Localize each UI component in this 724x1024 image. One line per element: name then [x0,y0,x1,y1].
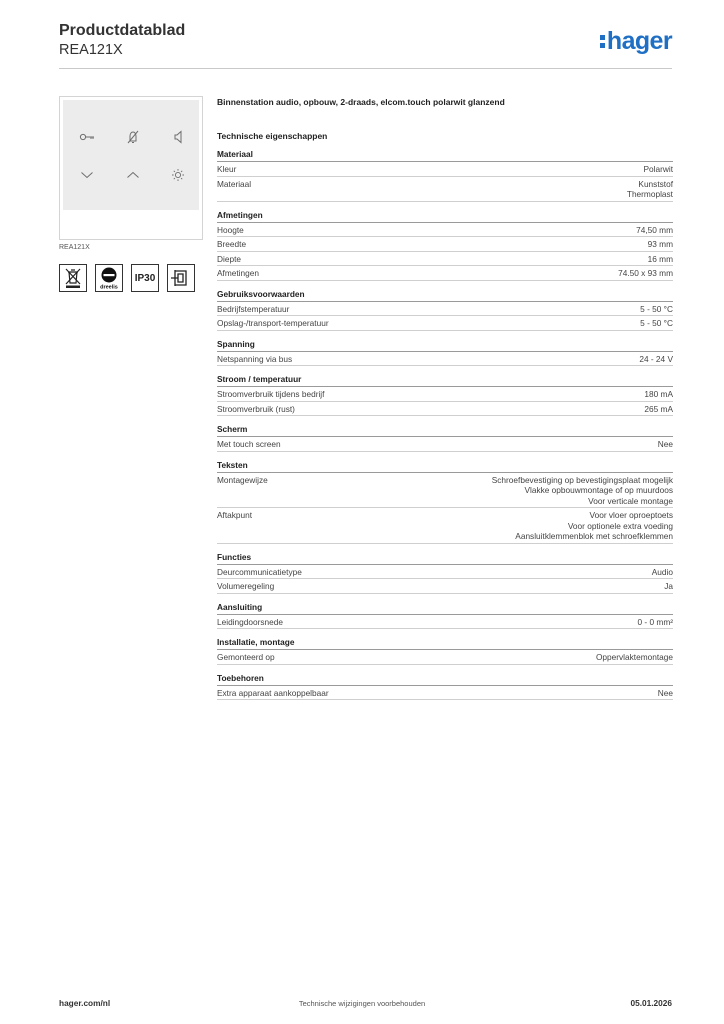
spec-section [217,551,673,594]
spec-label: Leidingdoorsnede [217,616,283,627]
product-specs [217,97,673,700]
product-image [59,96,203,240]
logo-text: hager [606,27,672,55]
spec-value: 74.50 x 93 mm [618,268,673,278]
device-panel [63,100,199,210]
spec-row [217,177,673,202]
section-title: Functies [217,551,673,565]
brightness-icon [170,167,186,183]
weee-bin-icon [59,264,87,292]
spec-row [217,316,673,331]
svg-text:dreelis: dreelis [100,284,118,290]
spec-values [596,652,673,663]
spec-row [217,402,673,417]
spec-value: Audio [651,566,673,577]
spec-sections [217,148,673,700]
spec-value: Voor optionele extra voeding [567,520,673,531]
spec-label: Afmetingen [217,268,259,278]
spec-label: Aftakpunt [217,510,253,520]
spec-values [658,439,673,450]
spec-section [217,636,673,665]
ip-rating: IP30 [134,272,156,284]
spec-label: Hoogte [217,224,244,235]
spec-value: Nee [657,439,673,449]
section-title: Spanning [217,338,673,352]
spec-values [658,688,673,699]
spec-label: Extra apparaat aankoppelbaar [217,687,329,698]
surface-mount-icon [167,264,195,292]
spec-section [217,209,673,281]
spec-values [648,254,673,265]
spec-value: 24 - 24 V [639,353,673,364]
spec-values [492,475,673,507]
spec-values [644,404,673,415]
mute-icon [125,129,141,145]
key-icon [79,129,95,145]
spec-value: Kunststof [638,178,673,189]
spec-values [664,581,673,592]
hager-logo[interactable] [600,28,672,56]
spec-row [217,615,673,630]
spec-value: 74,50 mm [636,224,673,235]
spec-value: 5 - 50 °C [640,318,673,328]
spec-label: Opslag-/transport-temperatuur [217,318,329,328]
spec-row [217,223,673,238]
spec-values [640,304,673,315]
chevron-up-icon [125,167,141,183]
spec-value: 0 - 0 mm² [637,616,673,627]
speaker-icon [170,129,186,145]
spec-value: 5 - 50 °C [640,303,673,314]
spec-value: Voor verticale montage [588,495,673,506]
section-title: Materiaal [217,148,673,162]
spec-section [217,338,673,367]
product-image-caption: REA121X [59,244,90,251]
spec-row [217,352,673,367]
spec-section [217,288,673,331]
spec-label: Met touch screen [217,439,281,449]
spec-row [217,302,673,317]
spec-label: Stroomverbruik tijdens bedrijf [217,389,325,399]
spec-label: Breedte [217,239,247,249]
spec-row [217,252,673,267]
spec-row [217,686,673,701]
spec-values [648,239,673,250]
spec-value: Polarwit [643,164,673,174]
spec-row [217,508,673,544]
section-title: Gebruiksvoorwaarden [217,288,673,302]
spec-values [640,318,673,329]
page-title: Productdatablad [59,22,186,39]
ip30-badge [131,264,159,292]
spec-section [217,601,673,630]
spec-row [217,162,673,177]
spec-value: Aansluitklemmenblok met schroefklemmen [515,531,673,541]
spec-row [217,266,673,281]
spec-values [643,164,673,175]
spec-section [217,459,673,544]
header-divider [59,68,672,69]
spec-values [636,225,673,236]
spec-value: Vlakke opbouwmontage of op muurdoos [524,485,673,495]
technical-properties-heading: Technische eigenschappen [217,131,328,141]
spec-value: 180 mA [644,389,673,399]
logo-dots-icon [600,35,605,48]
spec-value: Schroefbevestiging op bevestigingsplaat mogelijk [491,474,673,485]
product-description: Binnenstation audio, opbouw, 2-draads, elcom.touch polarwit glanzend [217,97,505,107]
spec-values [515,510,673,542]
section-title: Aansluiting [217,601,673,615]
spec-value: 16 mm [647,253,673,264]
spec-value: Ja [664,581,673,591]
spec-row [217,579,673,594]
footer-disclaimer: Technische wijzigingen voorbehouden [298,999,426,1008]
spec-label: Diepte [217,253,241,264]
spec-label: Deurcommunicatietype [217,566,302,577]
page-header [59,22,185,59]
chevron-down-icon [79,167,95,183]
spec-values [627,179,673,200]
spec-label: Bedrijfstemperatuur [217,303,290,314]
spec-section [217,373,673,416]
spec-row [217,387,673,402]
spec-value: Nee [657,687,673,698]
spec-value: Oppervlaktemontage [595,652,673,662]
section-title: Afmetingen [217,209,673,223]
spec-values [644,389,673,400]
spec-values [618,268,673,279]
section-title: Teksten [217,459,673,473]
certification-icons [59,264,195,292]
spec-value: Thermoplast [626,189,673,199]
spec-row [217,237,673,252]
spec-value: 93 mm [647,239,673,249]
spec-values [639,354,673,365]
spec-row [217,565,673,580]
spec-label: Stroomverbruik (rust) [217,403,295,414]
spec-label: Montagewijze [217,474,268,485]
spec-row [217,437,673,452]
section-title: Toebehoren [217,672,673,686]
spec-values [652,567,673,578]
spec-value: Voor vloer oproeptoets [589,510,673,520]
spec-label: Volumeregeling [217,581,275,591]
spec-section [217,423,673,452]
spec-row [217,473,673,509]
spec-label: Materiaal [217,178,252,189]
spec-row [217,650,673,665]
spec-value: 265 mA [644,403,673,414]
spec-section [217,148,673,202]
product-code-heading: REA121X [59,42,123,58]
spec-section [217,672,673,701]
footer-date: 05.01.2026 [630,998,672,1008]
footer-website[interactable]: hager.com/nl [59,998,111,1008]
section-title: Installatie, montage [217,636,673,650]
section-title: Scherm [217,423,673,437]
section-title: Stroom / temperatuur [217,373,673,387]
spec-label: Kleur [217,164,237,174]
spec-label: Gemonteerd op [217,652,275,662]
dreelin-icon [95,264,123,292]
spec-values [638,617,674,628]
spec-label: Netspanning via bus [217,353,293,364]
